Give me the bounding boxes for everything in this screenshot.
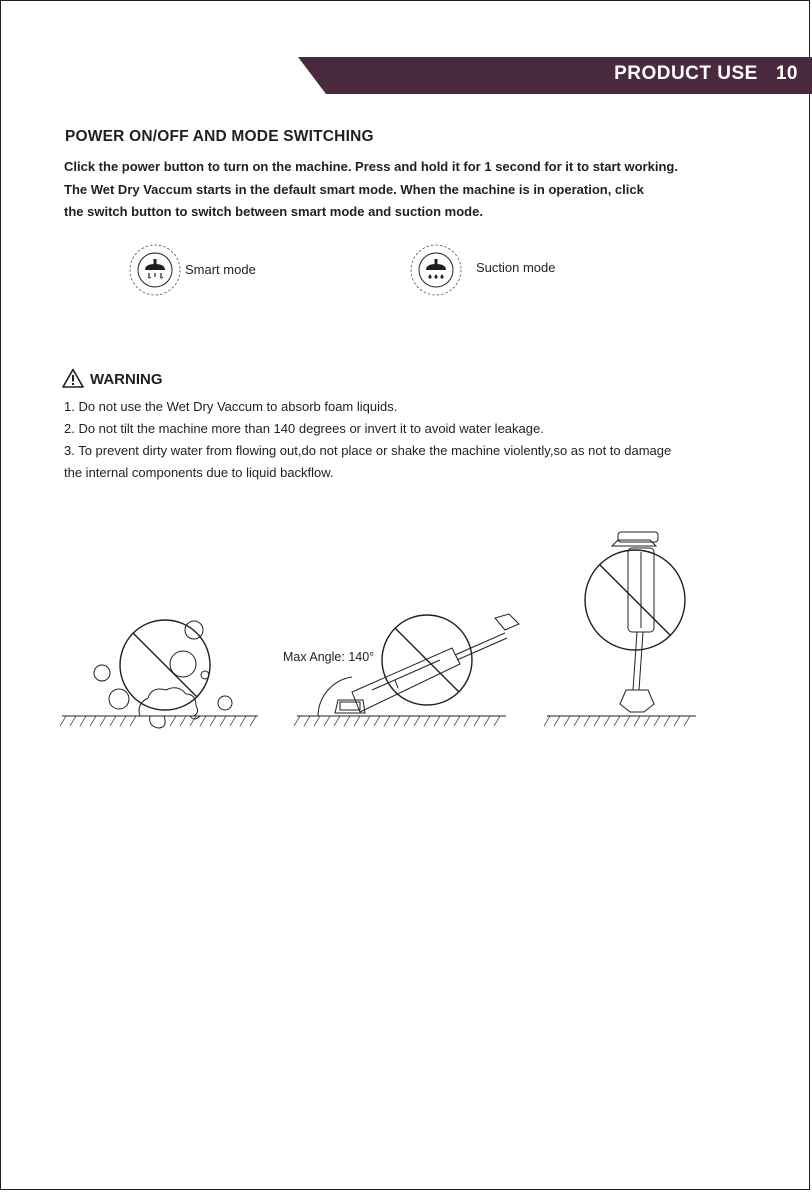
foam-illustration — [60, 620, 258, 728]
header-title — [614, 63, 798, 85]
section-title: POWER ON/OFF AND MODE SWITCHING — [65, 128, 374, 145]
intro-line: The Wet Dry Vaccum starts in the default smart mode. When the machine is in operation, click — [64, 181, 644, 197]
smart-mode-label: Smart mode — [185, 262, 256, 277]
warning-item: 3. To prevent dirty water from flowing out,do not place or shake the machine violently,so as not to damage — [64, 443, 672, 458]
warning-item: 2. Do not tilt the machine more than 140 degrees or invert it to avoid water leakage. — [64, 421, 544, 436]
page-number: 10 — [775, 63, 798, 84]
intro-line: the switch button to switch between smart mode and suction mode. — [64, 204, 483, 219]
intro-text — [64, 156, 764, 224]
warning-illustrations — [0, 520, 812, 750]
warning-heading — [62, 368, 163, 388]
header-title-text: PRODUCT USE — [614, 63, 758, 84]
suction-mode-label: Suction mode — [476, 260, 556, 275]
intro-line: Click the power button to turn on the machine. Press and hold it for 1 second for it to start working. — [64, 159, 678, 174]
max-angle-label: Max Angle: 140° — [283, 650, 375, 664]
warning-list — [64, 396, 774, 484]
warning-item: the internal components due to liquid backflow. — [64, 465, 334, 480]
inverted-illustration — [544, 532, 696, 726]
tilt-illustration — [294, 614, 519, 726]
warning-triangle-icon — [62, 368, 84, 388]
suction-mode-icon — [410, 244, 462, 296]
warning-title: WARNING — [90, 371, 163, 388]
smart-mode-icon — [129, 244, 181, 296]
warning-item: 1. Do not use the Wet Dry Vaccum to absorb foam liquids. — [64, 399, 398, 414]
